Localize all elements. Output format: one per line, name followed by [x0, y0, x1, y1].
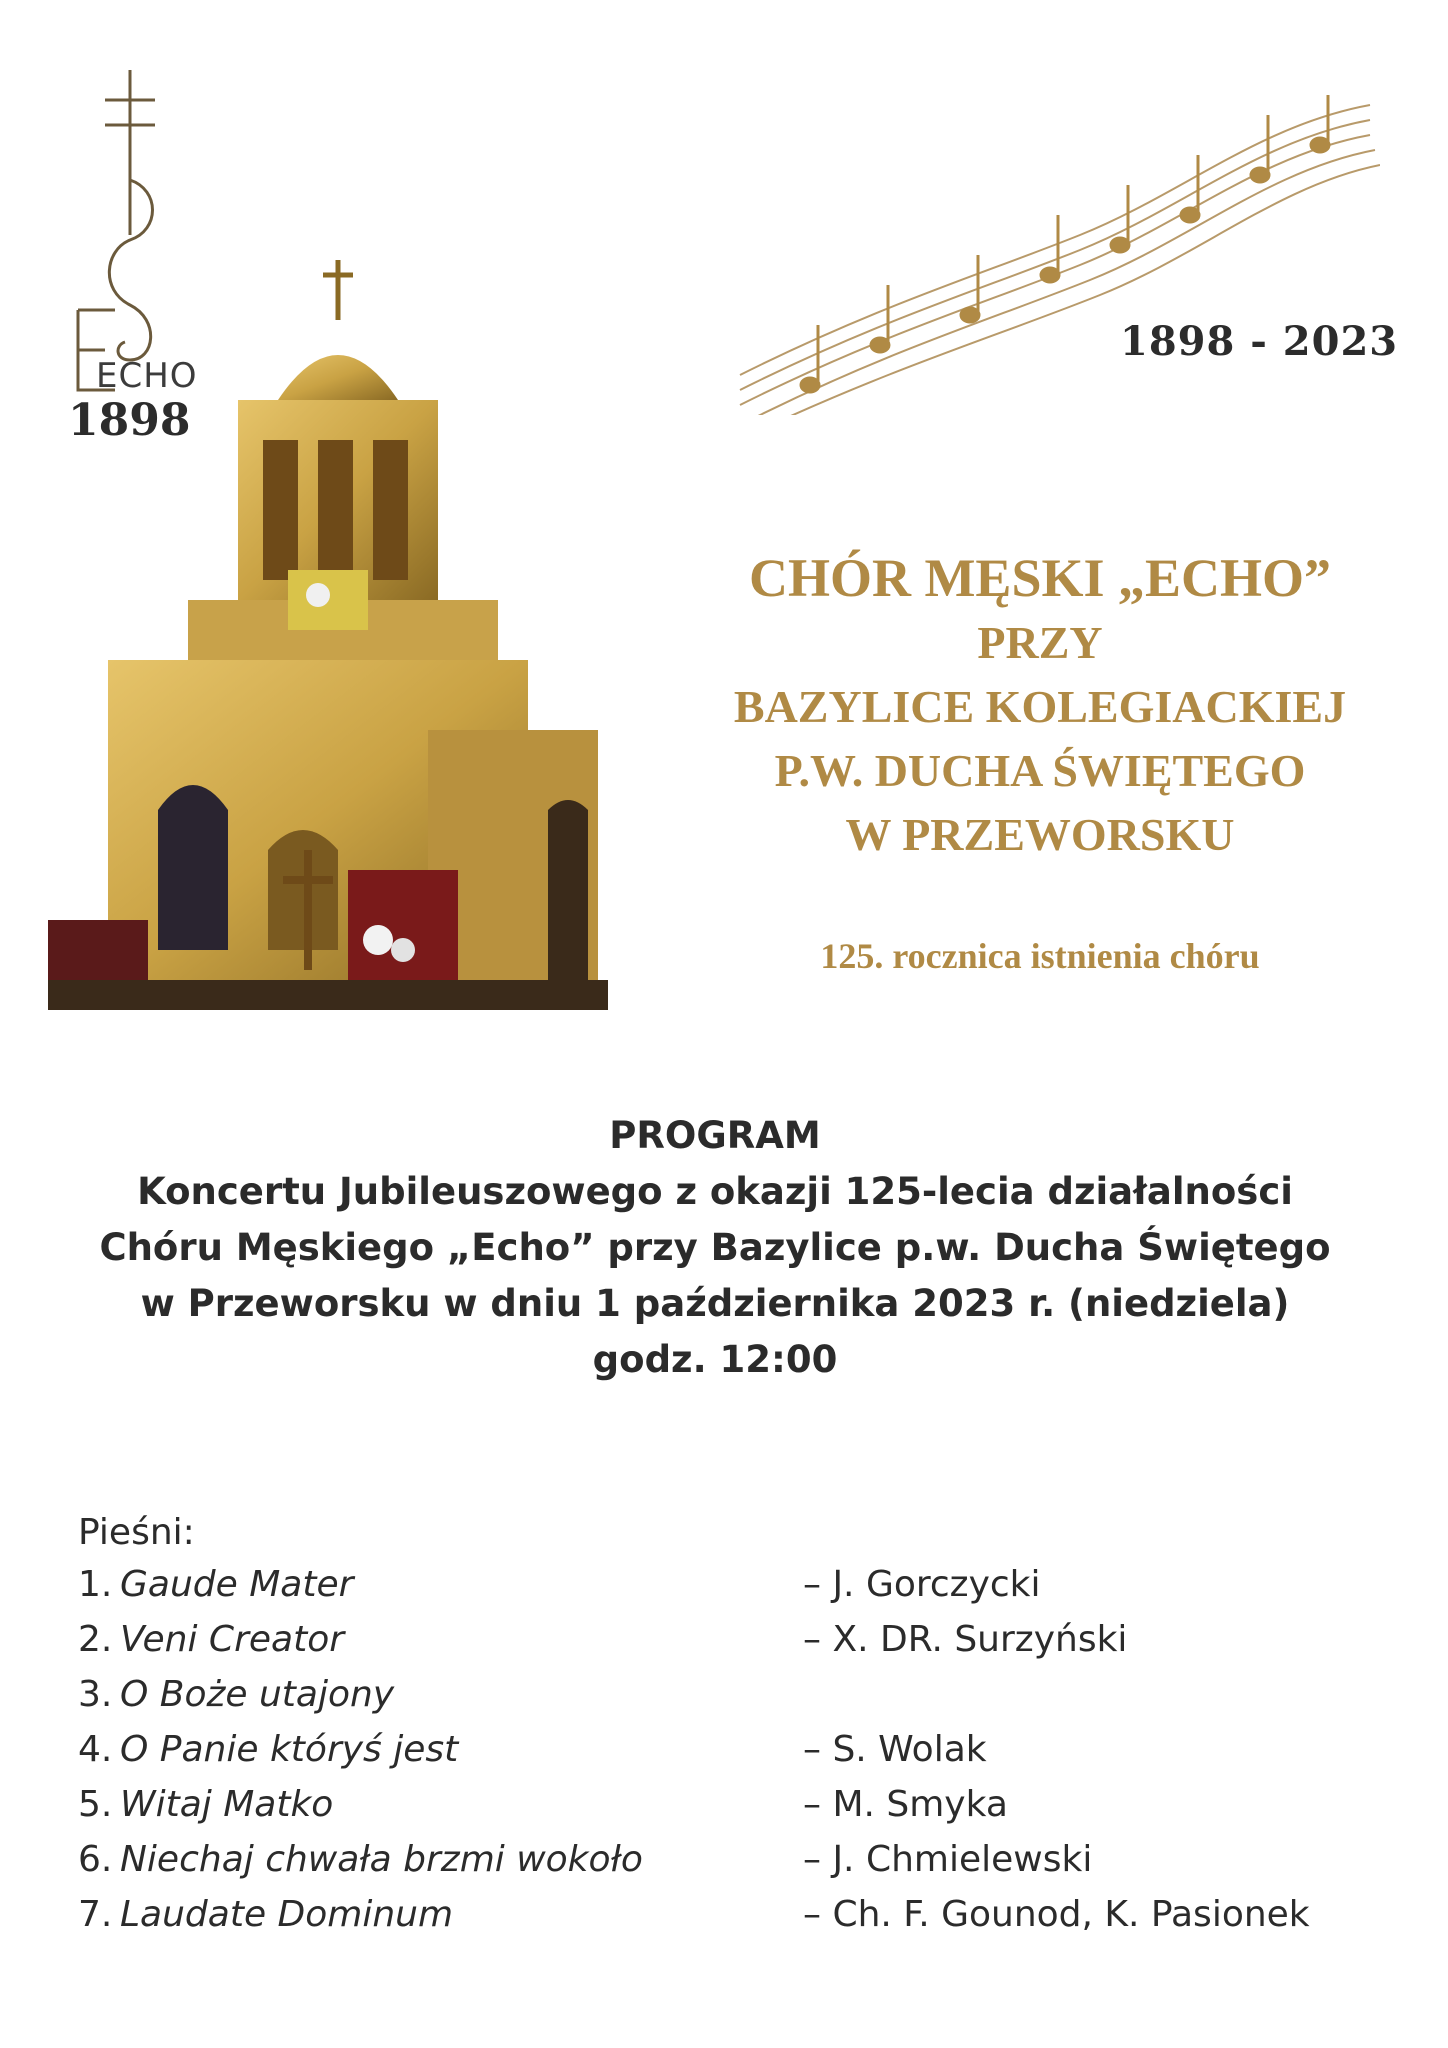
song-number: 2.: [78, 1619, 113, 1660]
list-item: [78, 1894, 1378, 1949]
song-composer: – M. Smyka: [803, 1784, 1008, 1825]
title-line-1: CHÓR MĘSKI „ECHO”: [748, 548, 1332, 608]
list-item: [78, 1729, 1378, 1784]
song-number: 3.: [78, 1674, 113, 1715]
list-item: [78, 1674, 1378, 1729]
choir-title: [700, 545, 1380, 867]
songs-label: Pieśni:: [78, 1512, 195, 1553]
anniversary-years: 1898 - 2023: [1120, 318, 1399, 365]
song-title: Veni Creator: [120, 1619, 345, 1660]
list-item: [78, 1619, 1378, 1674]
title-line-3: BAZYLICE KOLEGIACKIEJ: [733, 681, 1347, 732]
song-number: 7.: [78, 1894, 113, 1935]
list-item: [78, 1784, 1378, 1839]
logo-word: ECHO: [96, 356, 198, 396]
song-title: Laudate Dominum: [120, 1894, 454, 1935]
program-line-2: Chóru Męskiego „Echo” przy Bazylice p.w. Ducha Świętego: [99, 1226, 1331, 1269]
song-number: 4.: [78, 1729, 113, 1770]
song-composer: – J. Chmielewski: [803, 1839, 1093, 1880]
song-number: 1.: [78, 1564, 113, 1605]
song-title: Gaude Mater: [120, 1564, 354, 1605]
song-composer: – X. DR. Surzyński: [803, 1619, 1128, 1660]
program-line-1: Koncertu Jubileuszowego z okazji 125-lecia działalności: [137, 1170, 1293, 1213]
song-number: 6.: [78, 1839, 113, 1880]
music-notes-icon: [720, 85, 1380, 415]
program-line-4: godz. 12:00: [592, 1338, 838, 1381]
logo-year: 1898: [68, 395, 191, 446]
program-line-3: w Przeworsku w dniu 1 października 2023 r. (niedziela): [140, 1282, 1290, 1325]
song-composer: – Ch. F. Gounod, K. Pasionek: [803, 1894, 1310, 1935]
song-title: O Boże utajony: [120, 1674, 395, 1715]
list-item: [78, 1564, 1378, 1619]
title-line-2: PRZY: [977, 617, 1103, 668]
song-composer: – J. Gorczycki: [803, 1564, 1041, 1605]
anniversary-subtitle: 125. rocznica istnienia chóru: [820, 936, 1260, 976]
title-line-4: P.W. DUCHA ŚWIĘTEGO: [774, 745, 1306, 796]
program-heading: PROGRAM: [609, 1114, 821, 1157]
song-number: 5.: [78, 1784, 113, 1825]
list-item: [78, 1839, 1378, 1894]
song-title: O Panie któryś jest: [120, 1729, 459, 1770]
program-block: [60, 1108, 1370, 1388]
title-line-5: W PRZEWORSKU: [845, 809, 1235, 860]
song-title: Niechaj chwała brzmi wokoło: [120, 1839, 643, 1880]
songs-list: [78, 1564, 1378, 1949]
chapel-image: [48, 250, 668, 1010]
song-composer: – S. Wolak: [803, 1729, 987, 1770]
song-title: Witaj Matko: [120, 1784, 334, 1825]
music-staff-decoration: [720, 85, 1380, 415]
